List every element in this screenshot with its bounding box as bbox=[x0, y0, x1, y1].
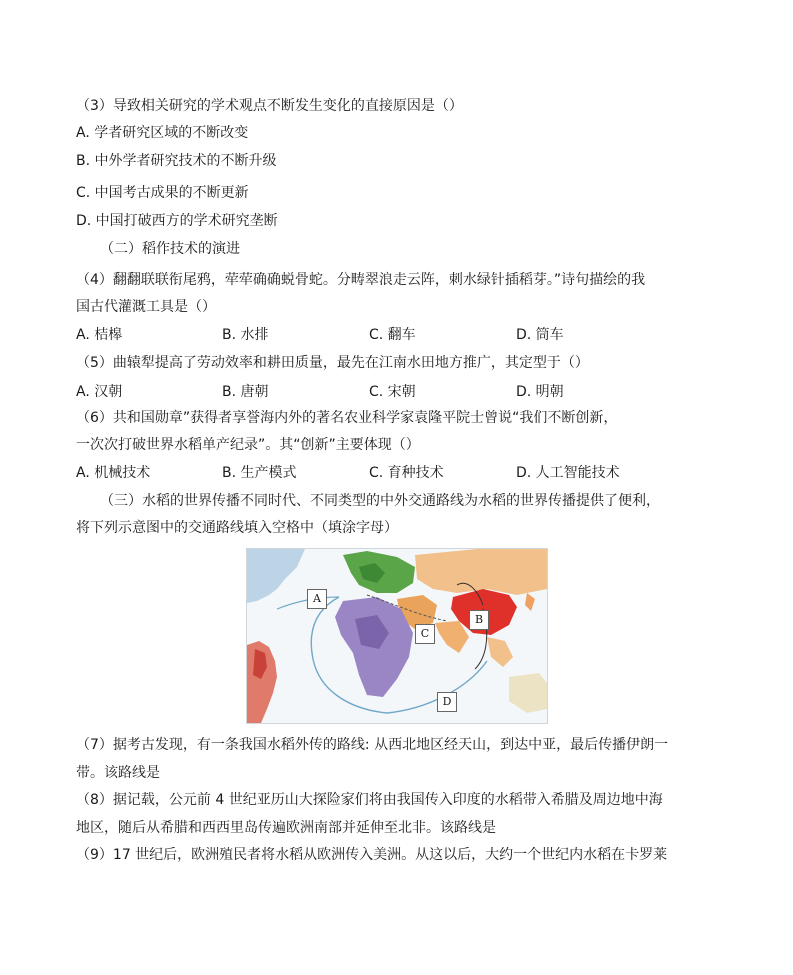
q3-option-d: D. 中国打破西方的学术研究垄断 bbox=[76, 213, 278, 229]
q6-stem-line2: 一次次打破世界水稻单产纪录”。其“创新”主要体现（） bbox=[76, 437, 420, 453]
q3-option-c: C. 中国考古成果的不断更新 bbox=[76, 185, 249, 201]
section-2-title: （二）稻作技术的演进 bbox=[100, 241, 240, 257]
section-3-line1: （三）水稻的世界传播不同时代、不同类型的中外交通路线为水稻的世界传播提供了便利， bbox=[100, 493, 660, 509]
q5-option-a: A. 汉朝 bbox=[76, 384, 123, 400]
south-asia-region bbox=[435, 621, 469, 653]
q6-option-b: B. 生产模式 bbox=[222, 465, 297, 481]
q6-option-d: D. 人工智能技术 bbox=[516, 465, 620, 481]
q7-line1: （7）据考古发现，有一条我国水稻外传的路线: 从西北地区经天山，到达中亚，最后传播伊朗一 bbox=[76, 737, 669, 753]
q4-stem-line1: （4）翻翻联联衔尾鸦，荦荦确确蜕骨蛇。分畴翠浪走云阵，刺水绿针插稻芽。”诗句描绘的我 bbox=[76, 272, 646, 288]
q8-line2: 地区，随后从希腊和西西里岛传遍欧洲南部并延伸至北非。该路线是 bbox=[76, 820, 496, 836]
q6-stem-line1: （6）共和国勋章”获得者享誉海内外的著名农业科学家袁隆平院士曾说“我们不断创新， bbox=[76, 410, 618, 426]
q4-option-b: B. 水排 bbox=[222, 327, 269, 343]
australia-region bbox=[509, 673, 547, 713]
map-label-d: D bbox=[437, 692, 457, 712]
map-label-a: A bbox=[307, 589, 327, 609]
rice-route-map bbox=[246, 548, 548, 724]
world-map-graphic bbox=[247, 549, 547, 723]
q3-option-b: B. 中外学者研究技术的不断升级 bbox=[76, 153, 277, 169]
q3-stem: （3）导致相关研究的学术观点不断发生变化的直接原因是（） bbox=[76, 98, 463, 114]
q5-stem: （5）曲辕犁提高了劳动效率和耕田质量，最先在江南水田地方推广，其定型于（） bbox=[76, 355, 589, 371]
q3-option-a: A. 学者研究区域的不断改变 bbox=[76, 125, 249, 141]
section-3-line2: 将下列示意图中的交通路线填入空格中（填涂字母） bbox=[76, 520, 398, 536]
q4-stem-line2: 国古代灌溉工具是（） bbox=[76, 299, 216, 315]
q7-line2: 带。该路线是 bbox=[76, 765, 160, 781]
map-label-c: C bbox=[415, 624, 435, 644]
north-asia-region bbox=[415, 549, 547, 595]
q6-option-a: A. 机械技术 bbox=[76, 465, 151, 481]
north-america-region bbox=[247, 549, 305, 603]
q8-line1: （8）据记载，公元前 4 世纪亚历山大探险家们将由我国传入印度的水稻带入希腊及周边地中海 bbox=[76, 792, 663, 808]
q5-option-b: B. 唐朝 bbox=[222, 384, 269, 400]
q4-option-d: D. 筒车 bbox=[516, 327, 564, 343]
q5-option-d: D. 明朝 bbox=[516, 384, 564, 400]
map-label-b: B bbox=[469, 610, 489, 630]
q6-option-c: C. 育种技术 bbox=[369, 465, 444, 481]
q5-option-c: C. 宋朝 bbox=[369, 384, 416, 400]
q4-option-c: C. 翻车 bbox=[369, 327, 416, 343]
q9-line1: （9）17 世纪后，欧洲殖民者将水稻从欧洲传入美洲。从这以后，大约一个世纪内水稻在卡罗莱 bbox=[76, 847, 668, 863]
q4-option-a: A. 桔槔 bbox=[76, 327, 123, 343]
southeast-asia-region bbox=[487, 637, 513, 667]
japan-region bbox=[525, 593, 535, 611]
